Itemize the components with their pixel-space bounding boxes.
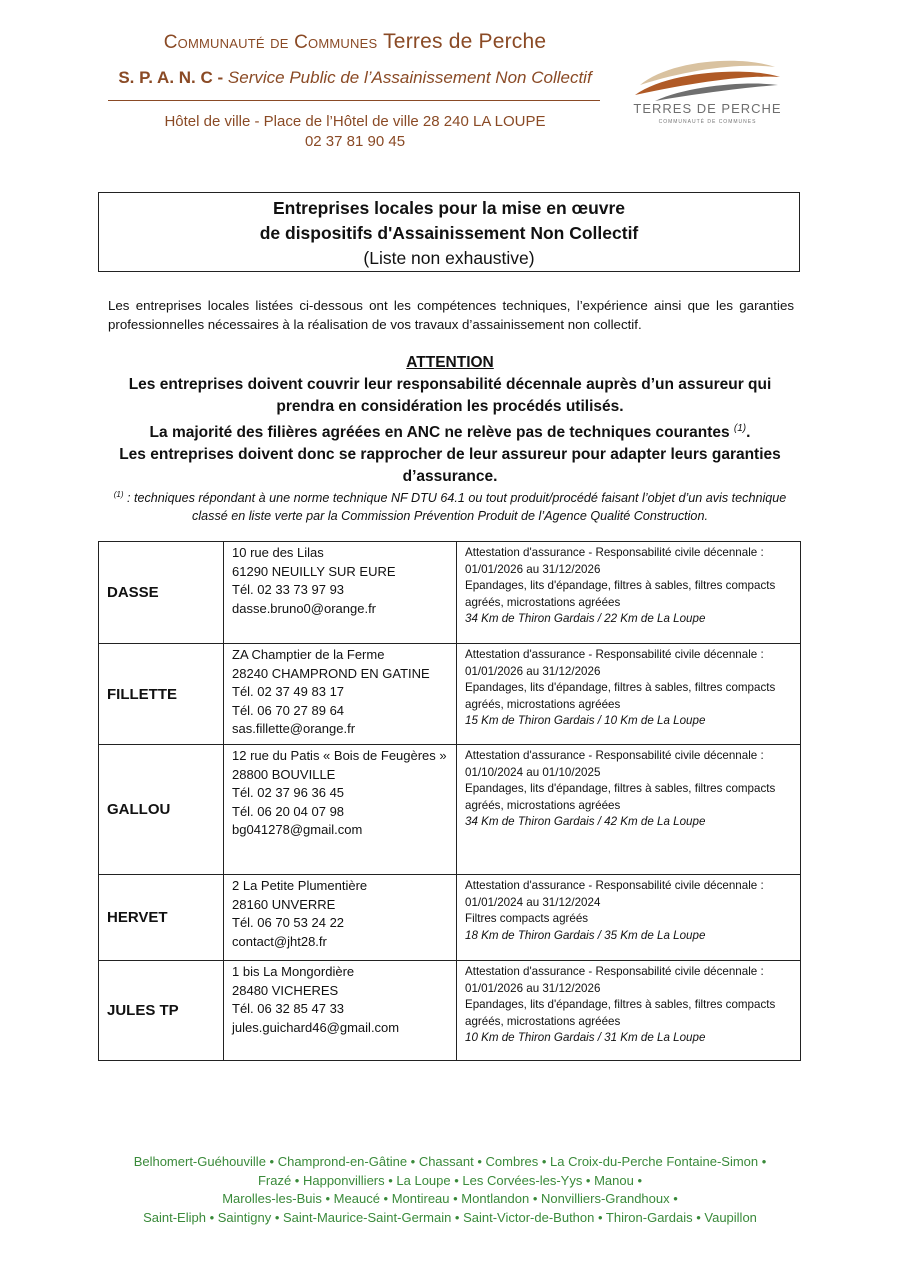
footer-communes bbox=[70, 1153, 830, 1227]
footer-line: Saint-Eliph • Saintigny • Saint-Maurice-Saint-Germain • Saint-Victor-de-Buthon • Thiron-Gardais • Vaupillon bbox=[143, 1209, 757, 1225]
company-info bbox=[457, 745, 801, 875]
distance: 10 Km de Thiron Gardais / 31 Km de La Loupe bbox=[465, 1031, 706, 1045]
org-name: Terres de Perche bbox=[383, 30, 547, 53]
company-address bbox=[224, 961, 457, 1061]
email-line: jules.guichard46@gmail.com bbox=[232, 1019, 400, 1035]
footer-line: Belhomert-Guéhouville • Champrond-en-Gâtine • Chassant • Combres • La Croix-du-Perche Fontaine-Simon • bbox=[133, 1154, 767, 1169]
table-row bbox=[99, 644, 801, 745]
company-address bbox=[224, 644, 457, 745]
address-line: ZA Champtier de la Ferme bbox=[232, 647, 385, 662]
services: Epandages, lits d'épandage, filtres à sables, filtres compacts agréés, microstations agréées bbox=[465, 998, 776, 1028]
footnote-marker: (1) bbox=[113, 490, 124, 499]
attention-line-2: La majorité des filières agréées en ANC ne relève pas de techniques courantes $^{(1)}$. bbox=[149, 423, 751, 442]
services: Epandages, lits d'épandage, filtres à sables, filtres compacts agréés, microstations agréées bbox=[465, 681, 776, 711]
footer-line: Marolles-les-Buis • Meaucé • Montireau • Montlandon • Nonvilliers-Grandhoux • bbox=[222, 1191, 678, 1207]
company-info bbox=[457, 875, 801, 961]
header-divider bbox=[108, 100, 600, 101]
service-name: Service Public de l’Assainissement Non Collectif bbox=[227, 68, 592, 87]
document-title-box bbox=[98, 192, 800, 272]
table-row bbox=[99, 542, 801, 644]
attention-footnote-ref: (1) bbox=[733, 423, 747, 434]
logo-name: TERRES DE PERCHE bbox=[633, 101, 782, 116]
email-line: dasse.bruno0@orange.fr bbox=[232, 600, 377, 616]
phone-line: Tél. 06 70 53 24 22 bbox=[232, 915, 345, 931]
company-info bbox=[457, 542, 801, 644]
header-address-block bbox=[110, 112, 600, 152]
insurance-period: 01/01/2026 au 31/12/2026 bbox=[465, 664, 601, 678]
insurance-period: 01/01/2024 au 31/12/2024 bbox=[465, 895, 601, 909]
company-address bbox=[224, 875, 457, 961]
insurance-period: 01/01/2026 au 31/12/2026 bbox=[465, 562, 601, 576]
insurance-label: Attestation d'assurance - Responsabilité civile décennale : bbox=[465, 879, 764, 892]
address-line: 61290 NEUILLY SUR EURE bbox=[232, 563, 396, 579]
footnote-text: : techniques répondant à une norme technique NF DTU 64.1 ou tout produit/procédé faisant l’objet d’un avis technique classé en liste verte par la Commission Prévention Produit de l’Agence Qualité Construction. bbox=[123, 491, 787, 524]
phone-line: Tél. 06 20 04 07 98 bbox=[232, 803, 345, 819]
title-line-1: Entreprises locales pour la mise en œuvre bbox=[272, 198, 626, 218]
address-line: 28480 VICHERES bbox=[232, 982, 339, 998]
header-address: Hôtel de ville - Place de l’Hôtel de ville 28 240 LA LOUPE bbox=[164, 113, 546, 130]
insurance-label: Attestation d'assurance - Responsabilité civile décennale : bbox=[465, 546, 764, 559]
footnote bbox=[100, 486, 800, 525]
header-phone: 02 37 81 90 45 bbox=[304, 133, 406, 150]
company-name: JULES TP bbox=[99, 961, 224, 1061]
attention-line-3: Les entreprises doivent donc se rapprocher de leur assureur pour adapter leurs garanties d’assurance. bbox=[119, 446, 781, 486]
phone-line: Tél. 06 70 27 89 64 bbox=[232, 702, 345, 718]
address-line: 28800 BOUVILLE bbox=[232, 766, 336, 782]
title-line-2: de dispositifs d'Assainissement Non Collectif bbox=[259, 223, 639, 243]
insurance-label: Attestation d'assurance - Responsabilité civile décennale : bbox=[465, 648, 764, 661]
company-address bbox=[224, 745, 457, 875]
title-line-3: (Liste non exhaustive) bbox=[363, 248, 535, 268]
company-name: HERVET bbox=[99, 875, 224, 961]
company-name: DASSE bbox=[99, 542, 224, 644]
address-line: 28240 CHAMPROND EN GATINE bbox=[232, 665, 430, 681]
email-line: bg041278@gmail.com bbox=[232, 822, 363, 838]
phone-line: Tél. 02 37 96 36 45 bbox=[232, 785, 345, 801]
service-line bbox=[110, 68, 600, 88]
org-title bbox=[110, 30, 600, 54]
intro-paragraph: Les entreprises locales listées ci-dessous ont les compétences techniques, l’expérience ainsi que les garanties professionnelles nécessaires à la réalisation de vos travaux d’assainissement non collectif. bbox=[108, 298, 794, 332]
company-name: FILLETTE bbox=[99, 644, 224, 745]
attention-line-2-text: La majorité des filières agréées en ANC ne relève pas de techniques courantes bbox=[149, 424, 730, 442]
companies-table bbox=[98, 541, 801, 1061]
company-name: GALLOU bbox=[99, 745, 224, 875]
org-small-caps: Communauté de Communes bbox=[163, 32, 378, 53]
table-row bbox=[99, 875, 801, 961]
email-line: sas.fillette@orange.fr bbox=[232, 721, 356, 737]
services: Filtres compacts agréés bbox=[465, 912, 589, 926]
phone-line: Tél. 02 33 73 97 93 bbox=[232, 582, 345, 598]
services: Epandages, lits d'épandage, filtres à sables, filtres compacts agréés, microstations agréées bbox=[465, 579, 776, 609]
services: Epandages, lits d'épandage, filtres à sables, filtres compacts agréés, microstations agréées bbox=[465, 782, 776, 812]
distance: 18 Km de Thiron Gardais / 35 Km de La Loupe bbox=[465, 928, 706, 942]
address-line: 2 La Petite Plumentière bbox=[232, 878, 368, 893]
insurance-period: 01/01/2026 au 31/12/2026 bbox=[465, 981, 601, 995]
distance: 34 Km de Thiron Gardais / 22 Km de La Loupe bbox=[465, 612, 706, 626]
insurance-label: Attestation d'assurance - Responsabilité civile décennale : bbox=[465, 749, 764, 762]
attention-block bbox=[100, 352, 800, 488]
address-line: 1 bis La Mongordière bbox=[232, 964, 355, 979]
distance: 15 Km de Thiron Gardais / 10 Km de La Loupe bbox=[465, 714, 706, 728]
company-info bbox=[457, 961, 801, 1061]
table-row bbox=[99, 961, 801, 1061]
company-address bbox=[224, 542, 457, 644]
email-line: contact@jht28.fr bbox=[232, 933, 327, 949]
address-line: 28160 UNVERRE bbox=[232, 896, 336, 912]
table-row bbox=[99, 745, 801, 875]
logo-tagline: COMMUNAUTÉ DE COMMUNES bbox=[658, 119, 757, 125]
company-info bbox=[457, 644, 801, 745]
phone-line: Tél. 02 37 49 83 17 bbox=[232, 684, 345, 700]
footer-line: Frazé • Happonvilliers • La Loupe • Les Corvées-les-Yys • Manou • bbox=[257, 1172, 643, 1188]
distance: 34 Km de Thiron Gardais / 42 Km de La Loupe bbox=[465, 815, 706, 829]
attention-line-1: Les entreprises doivent couvrir leur responsabilité décennale auprès d’un assureur qui prendra en considération les procédés utilisés. bbox=[128, 376, 772, 415]
insurance-label: Attestation d'assurance - Responsabilité civile décennale : bbox=[465, 965, 764, 978]
insurance-period: 01/10/2024 au 01/10/2025 bbox=[465, 765, 601, 779]
address-line: 12 rue du Patis « Bois de Feugères » bbox=[232, 748, 447, 763]
address-line: 10 rue des Lilas bbox=[232, 545, 324, 560]
attention-heading: ATTENTION bbox=[406, 354, 494, 371]
phone-line: Tél. 06 32 85 47 33 bbox=[232, 1001, 345, 1017]
service-prefix: S. P. A. N. C - bbox=[118, 68, 228, 87]
